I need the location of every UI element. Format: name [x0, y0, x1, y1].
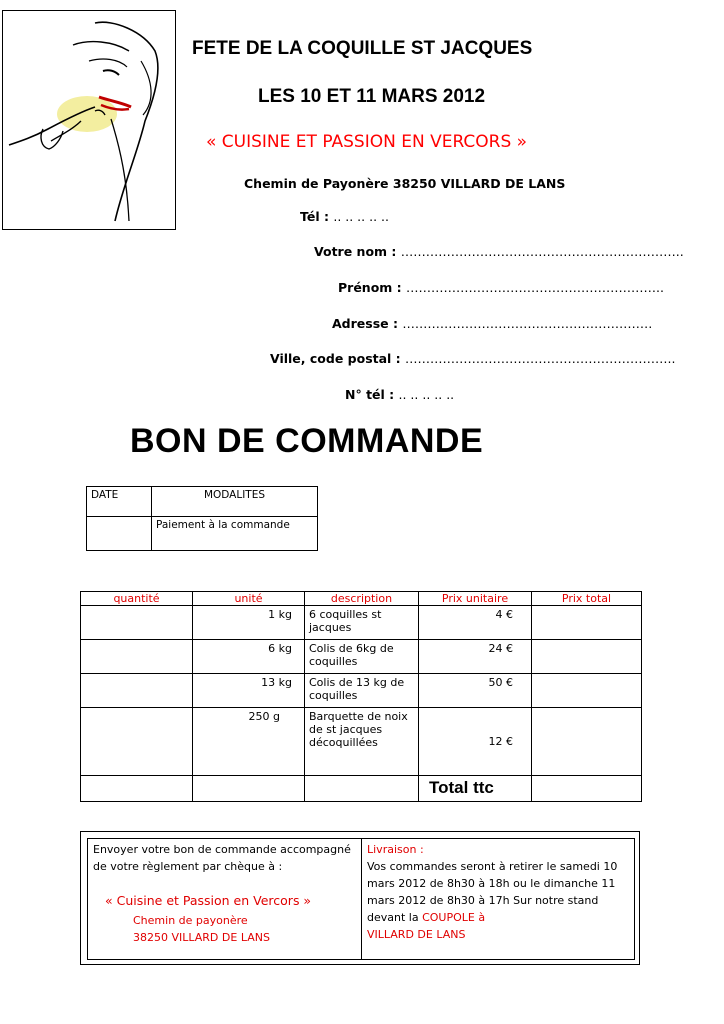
event-title: FETE DE LA COQUILLE ST JACQUES	[192, 38, 533, 59]
field-tel-label: Tél :	[300, 209, 329, 224]
field-tel	[300, 209, 389, 224]
unit-cell: 13 kg	[193, 674, 305, 708]
field-adresse-label: Adresse :	[332, 316, 398, 331]
footer-divider	[361, 838, 362, 960]
delivery-text	[367, 858, 629, 943]
total-value-cell[interactable]	[532, 776, 642, 802]
modalites-table	[86, 486, 318, 551]
field-prenom-label: Prénom :	[338, 280, 402, 295]
order-title: BON DE COMMANDE	[130, 422, 484, 460]
brand-name: « CUISINE ET PASSION EN VERCORS »	[206, 132, 528, 152]
unit-price-cell: 12 €	[419, 708, 532, 776]
field-tel-value[interactable]: .. .. .. .. ..	[333, 209, 389, 224]
col-quantite: quantité	[81, 592, 193, 606]
field-ville	[270, 351, 676, 366]
description-cell: Colis de 13 kg de coquilles	[305, 674, 419, 708]
col-prix-unitaire: Prix unitaire	[419, 592, 532, 606]
field-nom-label: Votre nom :	[314, 244, 397, 259]
total-price-cell[interactable]	[532, 708, 642, 776]
field-ville-value[interactable]: ………………………………………………………..	[405, 351, 676, 366]
total-price-cell[interactable]	[532, 606, 642, 640]
payment-cell: Paiement à la commande	[152, 517, 318, 551]
total-price-cell[interactable]	[532, 674, 642, 708]
field-no-tel-value[interactable]: .. .. .. .. ..	[398, 387, 455, 402]
footer-frame	[80, 831, 640, 965]
footer-address-line2: 38250 VILLARD DE LANS	[133, 931, 270, 944]
delivery-label: Livraison :	[367, 843, 424, 856]
field-adresse	[332, 316, 652, 331]
field-prenom-value[interactable]: ……………………………………………………..	[406, 280, 664, 295]
send-instructions: Envoyer votre bon de commande accompagné de votre règlement par chèque à :	[93, 843, 351, 873]
empty-cell	[81, 776, 193, 802]
table-row	[81, 640, 642, 674]
quantity-input[interactable]	[81, 606, 193, 640]
unit-price-cell: 50 €	[419, 674, 532, 708]
village-text: VILLARD DE LANS	[367, 928, 466, 941]
col-prix-total: Prix total	[532, 592, 642, 606]
brand-address: Chemin de Payonère 38250 VILLARD DE LANS	[244, 176, 566, 191]
field-adresse-value[interactable]: ……………………………………………………	[402, 316, 653, 331]
field-nom	[314, 244, 684, 259]
footer-brand: « Cuisine et Passion en Vercors »	[105, 893, 312, 908]
delivery-body: Vos commandes seront à retirer le samedi 10 mars 2012 de 8h30 à 18h ou le dimanche 11 mars 2012 de 8h30 à 17h Sur notre stand devant la	[367, 860, 618, 924]
table-row	[81, 708, 642, 776]
total-row	[81, 776, 642, 802]
event-dates: LES 10 ET 11 MARS 2012	[258, 86, 486, 107]
woman-tasting-illustration	[3, 11, 175, 229]
date-header: DATE	[87, 487, 152, 517]
total-label: Total ttc	[419, 776, 532, 802]
unit-price-cell: 4 €	[419, 606, 532, 640]
field-no-tel-label: N° tél :	[345, 387, 395, 402]
empty-cell	[193, 776, 305, 802]
unit-price-cell: 24 €	[419, 640, 532, 674]
table-row	[81, 606, 642, 640]
footer-address-line1: Chemin de payonère	[133, 914, 248, 927]
date-cell[interactable]	[87, 517, 152, 551]
table-row	[81, 674, 642, 708]
description-cell: Colis de 6kg de coquilles	[305, 640, 419, 674]
empty-cell	[305, 776, 419, 802]
field-prenom	[338, 280, 664, 295]
field-nom-value[interactable]: …………………………………………………………..	[400, 244, 684, 259]
field-no-tel	[345, 387, 454, 402]
quantity-input[interactable]	[81, 674, 193, 708]
col-unite: unité	[193, 592, 305, 606]
modalites-header: MODALITES	[152, 487, 318, 517]
quantity-input[interactable]	[81, 708, 193, 776]
description-cell: Barquette de noix de st jacques décoquillées	[305, 708, 419, 776]
col-description: description	[305, 592, 419, 606]
quantity-input[interactable]	[81, 640, 193, 674]
unit-cell: 250 g	[193, 708, 305, 776]
unit-cell: 6 kg	[193, 640, 305, 674]
coupole-text: COUPOLE à	[422, 911, 486, 924]
field-ville-label: Ville, code postal :	[270, 351, 401, 366]
logo-frame	[2, 10, 176, 230]
description-cell: 6 coquilles st jacques	[305, 606, 419, 640]
unit-cell: 1 kg	[193, 606, 305, 640]
total-price-cell[interactable]	[532, 640, 642, 674]
order-table	[80, 591, 642, 802]
